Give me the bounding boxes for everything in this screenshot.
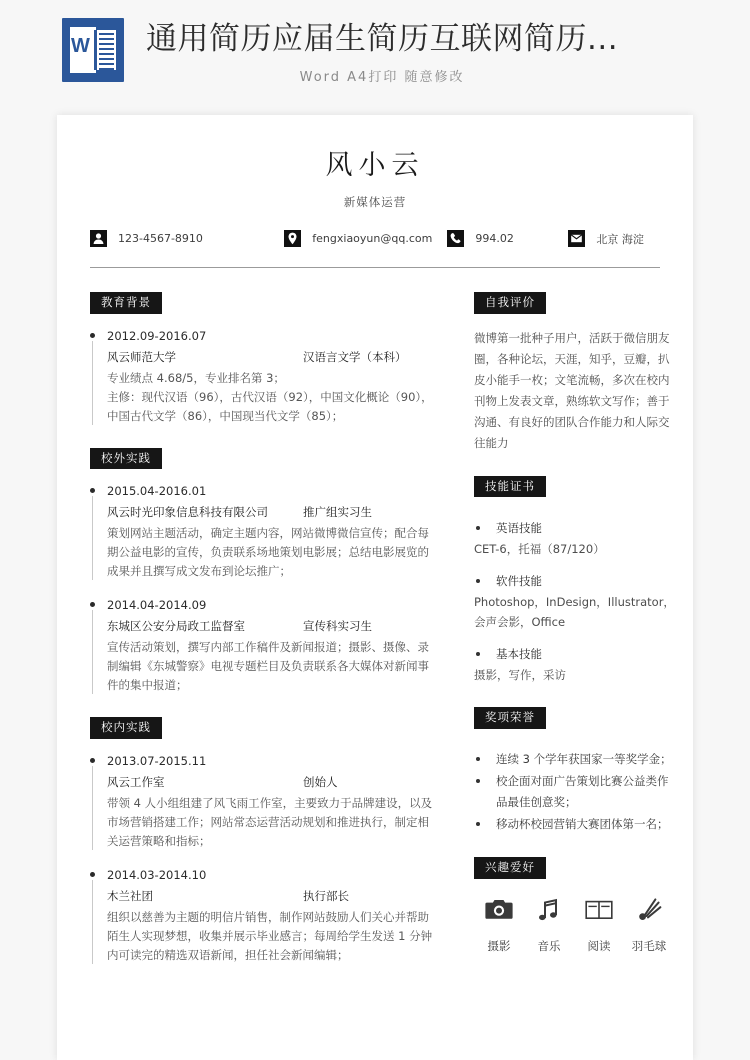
self-evaluation-line: 往能力 (474, 435, 509, 450)
section-off-campus-practice (90, 448, 445, 696)
self-evaluation-line: 沟通、有良好的团队合作能力和人际交 (474, 414, 670, 429)
section-on-campus-practice (90, 717, 445, 965)
word-logo-icon: W (62, 18, 124, 82)
entry-description-line: 宣传活动策划，撰写内部工作稿件及新闻报道；摄影、摄像、录 (107, 640, 429, 655)
entry-organization: 风云时光印象信息科技有限公司 (107, 505, 268, 520)
skill-group-title: 软件技能 (474, 572, 675, 591)
skill-group-body (474, 665, 675, 685)
hobby-label: 音乐 (537, 938, 561, 953)
preview-banner (0, 0, 750, 115)
skill-group-body (474, 592, 675, 632)
location-icon (284, 230, 301, 247)
entry-on-campus-0 (90, 753, 445, 851)
mail-icon (568, 230, 585, 247)
skill-group-software (474, 572, 675, 632)
hobby-label: 阅读 (587, 938, 611, 953)
contact-value-phone-number: 123-4567-8910 (118, 232, 203, 245)
open-book-icon (574, 895, 624, 925)
entry-date: 2012.09-2016.07 (107, 328, 207, 343)
entry-organization: 东城区公安分局政工监督室 (107, 619, 245, 634)
section-self-evaluation (474, 292, 675, 454)
skill-group-body (474, 539, 675, 559)
entry-description (107, 638, 445, 695)
hobby-badminton (624, 895, 674, 954)
entry-description-line: 内可读完的精选双语新闻，担任社会新闻编辑； (107, 947, 349, 962)
section-badge-education: 教育背景 (90, 292, 162, 314)
entry-description-line: 专业绩点 4.68/5，专业排名第 3； (107, 370, 285, 385)
entry-description (107, 369, 445, 426)
contact-value-address: 北京 海淀 (596, 232, 644, 246)
section-hobbies (474, 857, 675, 954)
entry-description (107, 524, 445, 581)
entry-description-line: 主修：现代汉语（96），古代汉语（92），中国文化概论（90）， (107, 389, 433, 404)
camera-icon (474, 895, 524, 925)
contact-value-email: fengxiaoyun@qq.com (312, 232, 433, 245)
candidate-role: 新媒体运营 (343, 195, 407, 209)
entry-description-line: 期公益电影的宣传，负责联系场地策划电影展；总结电影展览的 (107, 545, 429, 560)
resume-columns (57, 292, 693, 987)
user-icon (90, 230, 107, 247)
section-education (90, 292, 445, 426)
self-evaluation-line: 微博第一批种子用户，活跃于微信朋友 (474, 330, 670, 345)
candidate-name: 风小云 (325, 150, 425, 181)
entry-off-campus-0 (90, 483, 445, 581)
entry-description-line: 成果并且撰写成文发布到论坛推广； (107, 564, 291, 579)
entry-description-line: 带领 4 人小组组建了风飞雨工作室，主要致力于品牌建设，以及 (107, 795, 433, 810)
section-badge-awards: 奖项荣誉 (474, 707, 546, 729)
entry-description-line: 中国古代文学（86），中国现当代文学（85）； (107, 408, 344, 423)
entry-description (107, 908, 445, 965)
entry-title: 执行部长 (303, 888, 349, 903)
award-line: 品最佳创意奖； (496, 794, 577, 809)
header-divider (90, 267, 660, 268)
entry-date: 2015.04-2016.01 (107, 484, 207, 499)
self-evaluation-text (474, 328, 675, 454)
skill-group-english (474, 519, 675, 559)
hobby-music (524, 895, 574, 954)
banner-subtitle: Word A4打印 随意修改 (299, 70, 465, 85)
entry-title: 宣传科实习生 (303, 619, 372, 634)
skill-line: 会声会影，Office (474, 615, 566, 630)
skill-line: 摄影，写作，采访 (474, 668, 566, 683)
entry-description-line: 制编辑《东城警察》电视专题栏目及负责联系各大媒体对新闻事 (107, 659, 429, 674)
entry-description-line: 关运营策略和指标； (107, 833, 211, 848)
banner-title: 通用简历应届生简历互联网简历... (146, 21, 619, 57)
section-badge-on-campus-practice: 校内实践 (90, 717, 162, 739)
contact-row (90, 230, 660, 247)
self-evaluation-line: 刊物上发表文章，熟练软文写作；善于 (474, 393, 670, 408)
shuttlecock-icon (624, 895, 674, 925)
skill-group-title: 基本技能 (474, 645, 675, 664)
award-line: 校企面对面广告策划比赛公益类作 (496, 773, 669, 788)
hobby-label: 羽毛球 (631, 938, 667, 953)
entry-on-campus-1 (90, 867, 445, 965)
section-skills (474, 476, 675, 686)
section-badge-self-evaluation: 自我评价 (474, 292, 546, 314)
hobby-reading (574, 895, 624, 954)
skill-group-basic (474, 645, 675, 685)
entry-description-line: 陌生人实现梦想，收集并展示毕业感言；每周给学生发送 1 分钟 (107, 928, 433, 943)
entry-description-line: 组织以慈善为主题的明信片销售，制作网站鼓励人们关心并帮助 (107, 909, 429, 924)
entry-description-line: 市场营销搭建工作；网站常态运营活动规划和推进执行，制定相 (107, 814, 429, 829)
section-badge-skills: 技能证书 (474, 476, 546, 498)
resume-page (57, 115, 693, 1060)
section-badge-off-campus-practice: 校外实践 (90, 448, 162, 470)
award-item (474, 771, 675, 813)
right-column (459, 292, 675, 987)
entry-date: 2014.03-2014.10 (107, 867, 207, 882)
contact-item-address (568, 230, 660, 247)
entry-date: 2013.07-2015.11 (107, 753, 207, 768)
entry-date: 2014.04-2014.09 (107, 598, 207, 613)
entry-off-campus-1 (90, 597, 445, 695)
award-line: 连续 3 个学年获国家一等奖学金； (496, 751, 672, 766)
entry-title: 推广组实习生 (303, 505, 372, 520)
music-note-icon (524, 895, 574, 925)
entry-title: 汉语言文学（本科） (303, 349, 407, 364)
entry-title: 创始人 (303, 774, 338, 789)
banner-content (62, 18, 618, 85)
entry-description-line: 策划网站主题活动，确定主题内容，网站微博微信宣传；配合每 (107, 526, 429, 541)
banner-text-block (146, 18, 618, 85)
contact-item-phone-alt (447, 230, 568, 247)
hobby-row (474, 895, 675, 954)
award-item (474, 814, 675, 835)
entry-organization: 木兰社团 (107, 888, 153, 903)
skill-group-title: 英语技能 (474, 519, 675, 538)
hobby-photography (474, 895, 524, 954)
skill-line: Photoshop，InDesign，Illustrator， (474, 595, 675, 610)
entry-organization: 风云工作室 (107, 774, 165, 789)
section-awards (474, 707, 675, 835)
left-column (90, 292, 459, 987)
skill-line: CET-6，托福（87/120） (474, 542, 605, 557)
phone-icon (447, 230, 464, 247)
entry-description-line: 件的集中报道； (107, 678, 188, 693)
section-badge-hobbies: 兴趣爱好 (474, 857, 546, 879)
entry-description (107, 794, 445, 851)
hobby-label: 摄影 (487, 938, 511, 953)
contact-item-phone-number (90, 230, 284, 247)
award-line: 移动杯校园营销大赛团体第一名； (496, 816, 669, 831)
entry-education-0 (90, 328, 445, 426)
contact-item-email (284, 230, 447, 247)
contact-value-phone-alt: 994.02 (475, 232, 514, 245)
award-item (474, 749, 675, 770)
self-evaluation-line: 皮小能手一枚；文笔流畅，多次在校内 (474, 372, 670, 387)
self-evaluation-line: 圈，各种论坛，天涯，知乎，豆瓣，扒 (474, 351, 670, 366)
entry-organization: 风云师范大学 (107, 349, 176, 364)
